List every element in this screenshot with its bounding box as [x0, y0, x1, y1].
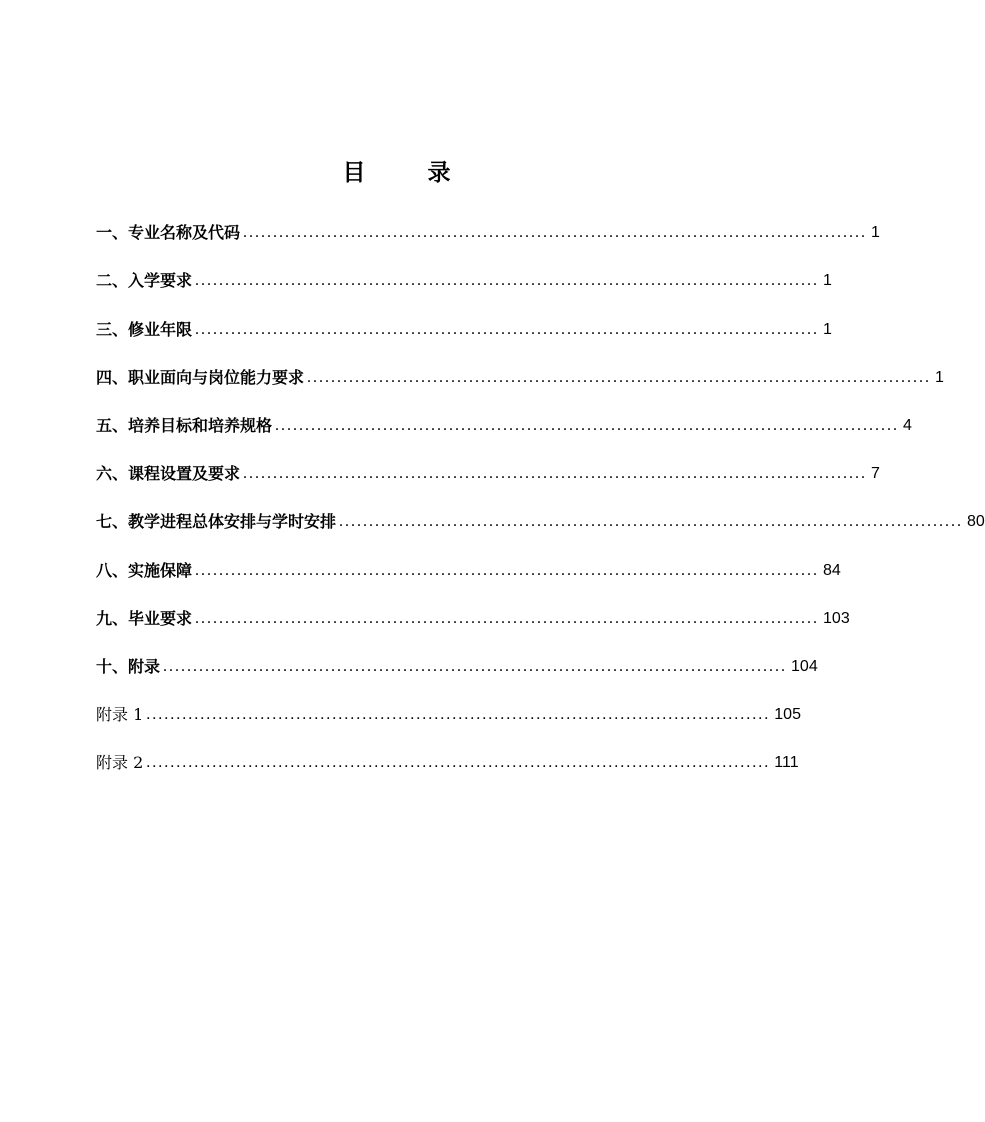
toc-entry[interactable]	[96, 537, 841, 585]
toc-entry[interactable]	[96, 489, 985, 537]
toc-entry-page: 84	[823, 561, 841, 579]
toc-entry-page: 1	[823, 320, 832, 338]
toc-entry[interactable]	[96, 200, 880, 248]
toc-entry-page: 1	[871, 224, 880, 242]
toc-entry[interactable]	[96, 441, 880, 489]
dot-leader: ........................................................................................................	[146, 706, 771, 724]
toc-entry[interactable]	[96, 682, 801, 730]
toc-entry-page: 1	[823, 272, 832, 290]
toc-entry-label: 八、实施保障	[96, 560, 193, 580]
toc-entry-label: 七、教学进程总体安排与学时安排	[96, 512, 337, 532]
toc-entry-page: 4	[903, 416, 912, 434]
toc-entry-page: 104	[791, 657, 818, 675]
dot-leader: ........................................................................................................	[195, 561, 820, 579]
toc-entry[interactable]	[96, 248, 832, 296]
toc-entry-label: 附录 1	[96, 705, 144, 725]
toc-entry-page: 1	[935, 368, 944, 386]
toc-entry[interactable]	[96, 296, 832, 344]
toc-entry-label: 二、入学要求	[96, 271, 193, 291]
dot-leader: ........................................................................................................	[146, 754, 771, 772]
toc-entry[interactable]	[96, 345, 944, 393]
toc-entry-label: 五、培养目标和培养规格	[96, 415, 273, 435]
dot-leader: ........................................................................................................	[163, 657, 788, 675]
dot-leader: ........................................................................................................	[243, 224, 868, 242]
toc-entry-label: 六、课程设置及要求	[96, 464, 241, 484]
toc-entry-label: 一、专业名称及代码	[96, 223, 241, 243]
toc-entry-label: 九、毕业要求	[96, 608, 193, 628]
dot-leader: ........................................................................................................	[195, 609, 820, 627]
toc-entry-label: 附录 2	[96, 753, 144, 773]
toc-entry[interactable]	[96, 393, 912, 441]
toc-entry-label: 四、职业面向与岗位能力要求	[96, 367, 305, 387]
toc-entry-label: 三、修业年限	[96, 319, 193, 339]
toc-entry-label: 十、附录	[96, 656, 161, 676]
toc-entry-page: 7	[871, 465, 880, 483]
dot-leader: ........................................................................................................	[275, 416, 900, 434]
dot-leader: ........................................................................................................	[243, 465, 868, 483]
toc-entry[interactable]	[96, 586, 850, 634]
toc-entry-page: 80	[967, 513, 985, 531]
toc-entry-page: 111	[774, 754, 799, 772]
toc-entry-page: 105	[774, 706, 801, 724]
toc-entry[interactable]	[96, 730, 799, 778]
toc-title: 目录	[342, 159, 513, 186]
dot-leader: ........................................................................................................	[307, 368, 932, 386]
dot-leader: ........................................................................................................	[195, 320, 820, 338]
dot-leader: ........................................................................................................	[339, 513, 964, 531]
toc-entry[interactable]	[96, 634, 818, 682]
dot-leader: ........................................................................................................	[195, 272, 820, 290]
toc-entry-page: 103	[823, 609, 850, 627]
toc-list	[96, 200, 985, 778]
